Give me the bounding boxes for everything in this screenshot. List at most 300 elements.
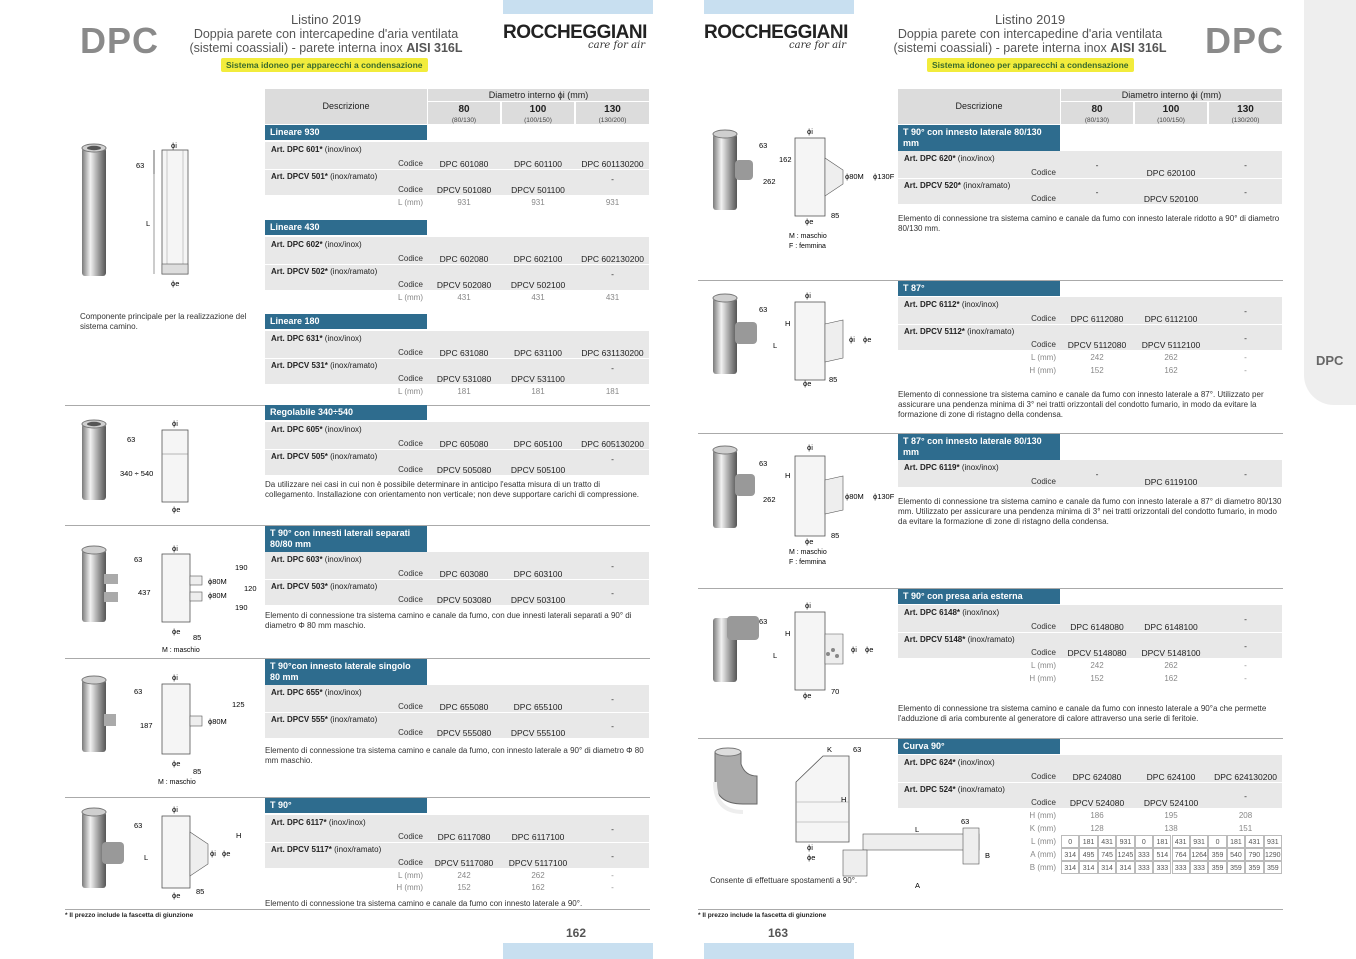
tee-air-intake-illustration (703, 598, 898, 702)
desc-header: Descrizione (265, 89, 427, 124)
code-cell: DPC 605130200 (581, 439, 644, 449)
tee-90-illustration (70, 802, 260, 902)
brand-logo: ROCCHEGGIANI (704, 22, 848, 43)
code-cell: DPCV 501080 (436, 185, 492, 195)
femmina-note: F : femmina (789, 243, 826, 250)
codice-label: Codice (1031, 314, 1056, 323)
col-80: 80 (80/130) (1061, 102, 1133, 124)
dim-phi-i: ϕi (210, 849, 216, 858)
length-cell: 931 (605, 198, 620, 207)
codice-label: Codice (398, 439, 423, 448)
length-cell: 242 (457, 871, 471, 880)
lmm-label: L (mm) (397, 198, 423, 207)
hmm-label: H (mm) (1029, 674, 1056, 683)
dim-63: 63 (853, 745, 862, 754)
dim-85: 85 (831, 211, 840, 220)
dim-phi-e: ϕe (803, 379, 812, 388)
section-title: Lineare 930 (265, 125, 427, 140)
grid-cell: 790 (1245, 848, 1263, 861)
code-cell: DPCV 503100 (510, 595, 566, 605)
section-code: DPC (80, 20, 160, 61)
dim-phi-i: ϕi (851, 645, 857, 654)
codice-label: Codice (398, 595, 423, 604)
grid-cell: 431 (1172, 835, 1190, 848)
article-label: Art. DPC 655* (inox/inox) (271, 688, 362, 697)
dim-85: 85 (193, 767, 202, 776)
length-cell: 431 (457, 293, 471, 302)
grid-cell: 495 (1079, 848, 1097, 861)
code-cell: DPC 603100 (513, 569, 563, 579)
article-label: Art. DPCV 501* (inox/ramato) (271, 172, 378, 181)
dim-phi-e: ϕe (172, 891, 181, 900)
codice-label: Codice (1031, 168, 1056, 177)
codice-label: Codice (1031, 798, 1056, 807)
length-cell: 931 (531, 198, 545, 207)
code-cell: - (1244, 614, 1247, 624)
article-label: Art. DPCV 5117* (inox/ramato) (271, 845, 382, 854)
code-cell: DPC 602100 (513, 254, 563, 264)
code-cell: DPC 602130200 (581, 254, 644, 264)
codice-label: Codice (1031, 648, 1056, 657)
grid-cell: 314 (1098, 861, 1116, 874)
code-cell: DPCV 5148080 (1067, 648, 1127, 658)
dim-B: B (985, 851, 991, 860)
article-label: Art. DPCV 503* (inox/ramato) (271, 582, 378, 591)
section-title: T 90° con presa aria esterna (898, 589, 1060, 604)
footnote: * Il prezzo include la fascetta di giunzione (698, 912, 827, 919)
dim-phi-i: ϕi (807, 843, 813, 852)
code-cell: DPCV 531080 (436, 374, 492, 384)
grid-cell: 333 (1190, 861, 1208, 874)
dim-phi-e: ϕe (865, 645, 874, 654)
grid-cell: 314 (1116, 861, 1134, 874)
adjustable-illustration (70, 414, 260, 514)
grid-cell: 181 (1227, 835, 1245, 848)
code-cell: - (611, 269, 614, 279)
grid-cell: 333 (1172, 861, 1190, 874)
grid-cell: 540 (1227, 848, 1245, 861)
product-description: Componente principale per la realizzazione del sistema camino. (80, 312, 247, 331)
maschio-note: M : maschio (158, 779, 196, 786)
code-cell: - (1244, 306, 1247, 316)
bmm-label: B (mm) (1029, 863, 1056, 872)
code-cell: DPCV 531100 (511, 374, 565, 384)
dim-63: 63 (127, 435, 136, 444)
dim-phi-e: ϕe (171, 279, 180, 288)
section-title: Curva 90° (898, 739, 1060, 754)
dim-phi-e: ϕe (803, 691, 812, 700)
col-80: 80 (80/130) (428, 102, 500, 124)
brand-tagline: care for air (789, 40, 847, 51)
codice-label: Codice (398, 858, 423, 867)
article-label: Art. DPCV 5148* (inox/ramato) (904, 635, 1015, 644)
dim-phi-e: ϕe (172, 759, 181, 768)
code-cell: - (611, 174, 614, 184)
grid-cell: 931 (1264, 835, 1282, 848)
page-number: 162 (566, 926, 587, 940)
dim-phi-i: ϕi (805, 291, 811, 300)
subtitle-2: (sistemi coassiali) - parete interna inox AISI 316L (893, 41, 1167, 55)
length-cell: 431 (605, 293, 620, 302)
lmm-label: L (mm) (1030, 837, 1056, 846)
codice-label: Codice (1031, 772, 1056, 781)
dim-phi-e: ϕe (172, 505, 181, 514)
code-cell: DPC 602080 (439, 254, 489, 264)
dim-A: A (915, 881, 921, 890)
k-cell: 138 (1164, 824, 1178, 833)
code-cell: DPCV 5112100 (1141, 340, 1201, 350)
dim-K: K (827, 745, 833, 754)
article-label: Art. DPC 605* (inox/inox) (271, 425, 362, 434)
code-cell: DPCV 524100 (1143, 798, 1199, 808)
code-cell: DPCV 505080 (436, 465, 492, 475)
dim-340: 340 ÷ 540 (120, 469, 154, 478)
section-title: Regolabile 340÷540 (265, 405, 427, 420)
tee-reduced-illustration (703, 124, 898, 254)
lmm-label: L (mm) (1030, 353, 1056, 362)
dim-L: L (915, 825, 920, 834)
code-cell: DPC 624100 (1146, 772, 1196, 782)
code-cell: DPC 6117100 (511, 832, 565, 842)
code-cell: DPC 655100 (513, 702, 563, 712)
grid-cell: 0 (1208, 835, 1226, 848)
codice-label: Codice (1031, 622, 1056, 631)
code-cell: - (1244, 641, 1247, 651)
code-cell: DPC 605100 (513, 439, 563, 449)
k-cell: 128 (1090, 824, 1104, 833)
grid-cell: 359 (1208, 861, 1226, 874)
code-cell: DPCV 555080 (436, 728, 492, 738)
dim-phi80: ϕ80M (845, 492, 864, 501)
grid-cell: 0 (1061, 835, 1079, 848)
amm-label: A (mm) (1030, 850, 1056, 859)
code-cell: - (611, 694, 614, 704)
side-tab-label: DPC (1316, 353, 1344, 368)
code-cell: DPC 603080 (439, 569, 489, 579)
code-cell: - (611, 454, 614, 464)
footnote: * Il prezzo include la fascetta di giunzione (65, 912, 194, 919)
length-cell: - (1244, 353, 1247, 362)
dim-phi-e: ϕe (172, 627, 181, 636)
article-label: Art. DPC 620* (inox/inox) (904, 154, 995, 163)
product-description: Elemento di connessione tra sistema camino e canale da fumo con innesto laterale a 87°. Utilizzato per assicurare una pendenza minima di 3° nei tratti orizzontali del condotto fumario, in modo da evitare la formazione di zone di ristagno della condensa. (898, 390, 1264, 419)
grid-cell: 181 (1079, 835, 1097, 848)
dim-85: 85 (193, 633, 202, 642)
height-cell: 186 (1090, 811, 1104, 820)
code-cell: DPC 631080 (439, 348, 489, 358)
article-label: Art. DPCV 505* (inox/ramato) (271, 452, 378, 461)
kmm-label: K (mm) (1029, 824, 1056, 833)
divider (698, 909, 1283, 910)
code-cell: DPC 601080 (439, 159, 489, 169)
article-label: Art. DPC 603* (inox/inox) (271, 555, 362, 564)
section-title: T 87° (898, 281, 1060, 296)
diameter-header: Diametro interno ϕi (mm) (1061, 89, 1282, 101)
length-cell: 181 (457, 387, 471, 396)
codice-label: Codice (398, 348, 423, 357)
dim-70: 70 (831, 687, 840, 696)
lmm-label: L (mm) (1030, 661, 1056, 670)
code-cell: DPC 601100 (513, 159, 563, 169)
dim-437: 437 (138, 588, 151, 597)
length-cell: 262 (531, 871, 545, 880)
code-cell: - (1244, 333, 1247, 343)
maschio-note: M : maschio (789, 233, 827, 240)
dim-H: H (785, 629, 791, 638)
code-cell: DPC 6117080 (437, 832, 491, 842)
dim-phi-i: ϕi (172, 805, 178, 814)
height-cell: 152 (457, 883, 471, 892)
product-description: Elemento di connessione tra sistema camino e canale da fumo con innesto laterale a 90°. (265, 899, 583, 908)
section-title: T 90° (265, 798, 427, 813)
grid-cell: 333 (1135, 848, 1153, 861)
code-cell: - (611, 588, 614, 598)
dim-190: 190 (235, 563, 248, 572)
length-cell: 181 (531, 387, 545, 396)
code-cell: DPCV 501100 (511, 185, 565, 195)
code-cell: - (611, 851, 614, 861)
col-130: 130 (130/200) (1209, 102, 1282, 124)
dim-L: L (144, 853, 149, 862)
code-cell: DPCV 5112080 (1067, 340, 1127, 350)
dim-187: 187 (140, 721, 153, 730)
code-cell: - (1095, 469, 1099, 479)
length-cell: 262 (1164, 661, 1178, 670)
code-cell: DPC 6119100 (1144, 477, 1198, 487)
dim-63: 63 (134, 821, 143, 830)
grid-cell: 333 (1135, 861, 1153, 874)
grid-cell: 314 (1061, 848, 1079, 861)
divider (65, 909, 650, 910)
article-label: Art. DPC 602* (inox/inox) (271, 240, 362, 249)
dim-H: H (785, 471, 791, 480)
grid-cell: 333 (1153, 861, 1171, 874)
page-number: 163 (768, 926, 789, 940)
col-100: 100 (100/150) (1135, 102, 1207, 124)
hmm-label: H (mm) (1029, 811, 1056, 820)
col-130: 130 (130/200) (576, 102, 649, 124)
hmm-label: H (mm) (396, 883, 423, 892)
article-label: Art. DPC 6148* (inox/inox) (904, 608, 1000, 617)
section-title: T 90°con innesto laterale singolo 80 mm (265, 659, 427, 685)
code-cell: - (611, 561, 614, 571)
dim-162: 162 (779, 155, 792, 164)
codice-label: Codice (1031, 340, 1056, 349)
maschio-note: M : maschio (789, 549, 827, 556)
grid-cell: 181 (1153, 835, 1171, 848)
grid-cell: 514 (1153, 848, 1171, 861)
top-color-bar (503, 0, 653, 14)
code-cell: DPC 624130200 (1214, 772, 1277, 782)
grid-cell: 431 (1245, 835, 1263, 848)
codice-label: Codice (398, 159, 423, 168)
dim-phi80: ϕ80M (208, 717, 227, 726)
side-tab (1304, 0, 1356, 405)
dim-phi-i: ϕi (805, 601, 811, 610)
grid-cell: 359 (1227, 861, 1245, 874)
height-cell: 152 (1090, 674, 1104, 683)
code-cell: - (1095, 160, 1099, 170)
elbow-illustration (703, 742, 993, 890)
subtitle-2: (sistemi coassiali) - parete interna inox AISI 316L (189, 41, 463, 55)
code-cell: DPCV 524080 (1069, 798, 1125, 808)
codice-label: Codice (398, 280, 423, 289)
dim-phi80: ϕ80M (208, 591, 227, 600)
dim-phi-e: ϕe (863, 335, 872, 344)
code-cell: DPC 605080 (439, 439, 489, 449)
dim-phi-i: ϕi (172, 544, 178, 553)
length-cell: 262 (1164, 353, 1178, 362)
code-cell: DPCV 503080 (436, 595, 492, 605)
dim-120: 120 (244, 584, 257, 593)
dim-phi-i: ϕi (172, 419, 178, 428)
dim-85: 85 (196, 887, 205, 896)
product-description: Elemento di connessione tra sistema camino e canale da fumo con innesto laterale a 90°a che permette l'adduzione di aria comburente al generatore di calore attraverso una serie di feritoie. (898, 704, 1267, 723)
bottom-color-bar (503, 943, 653, 959)
dim-125: 125 (232, 700, 245, 709)
dim-63: 63 (759, 141, 768, 150)
grid-cell: 314 (1061, 861, 1079, 874)
length-cell: 242 (1090, 661, 1104, 670)
dim-phi-e: ϕe (807, 853, 816, 862)
article-label: Art. DPC 601* (inox/inox) (271, 145, 362, 154)
height-cell: 195 (1164, 811, 1178, 820)
brand-tagline: care for air (588, 40, 646, 51)
dim-63: 63 (134, 687, 143, 696)
dim-phi80: ϕ80M (845, 172, 864, 181)
height-cell: - (1244, 674, 1247, 683)
code-cell: DPCV 520100 (1143, 194, 1199, 204)
page-right (678, 0, 1356, 959)
section-title: T 87° con innesto laterale 80/130 mm (898, 434, 1060, 460)
dim-63: 63 (134, 555, 143, 564)
subtitle-1: Doppia parete con intercapedine d'aria ventilata (193, 27, 459, 41)
k-cell: 151 (1238, 824, 1253, 833)
tee-single-illustration (70, 670, 260, 788)
maschio-note: M : maschio (162, 647, 200, 654)
product-description: Elemento di connessione tra sistema camino e canale da fumo, con innesto laterale a 90° di diametro Φ 80 mm maschio. (265, 746, 644, 765)
code-cell: DPC 6148100 (1144, 622, 1198, 632)
lmm-label: L (mm) (397, 293, 423, 302)
dim-63: 63 (136, 161, 145, 170)
product-description: Elemento di connessione tra sistema camino e canale da fumo, con due innesti laterali separati a 90° di diametro Φ 80 mm maschio. (265, 611, 632, 630)
grid-cell: 1264 (1190, 848, 1208, 861)
dim-phi-i: ϕi (807, 127, 813, 136)
dim-63: 63 (961, 817, 970, 826)
dim-phi130: ϕ130F (873, 492, 895, 501)
code-cell: DPCV 502100 (510, 280, 566, 290)
top-color-bar (704, 0, 854, 14)
article-label: Art. DPC 524* (inox/ramato) (904, 785, 1005, 794)
dim-phi130: ϕ130F (873, 172, 895, 181)
length-cell: 242 (1090, 353, 1104, 362)
height-cell: 162 (1164, 674, 1178, 683)
product-description: Da utilizzare nei casi in cui non è possibile determinare in anticipo l'esatta misura di un tratto di collegamento. Installazione con orientamento non verticale; non deve supportare carichi di compressione. (265, 480, 639, 499)
condensing-badge: Sistema idoneo per apparecchi a condensazione (927, 58, 1134, 72)
dim-262: 262 (763, 495, 776, 504)
section-title: T 90° con innesti laterali separati 80/80 mm (265, 526, 427, 552)
grid-cell: 1245 (1116, 848, 1134, 861)
grid-cell: 1290 (1264, 848, 1282, 861)
length-cell: - (611, 871, 614, 880)
code-cell: DPC 620100 (1146, 168, 1196, 178)
code-cell: DPC 631130200 (581, 348, 644, 358)
grid-cell: 931 (1190, 835, 1208, 848)
femmina-note: F : femmina (789, 559, 826, 566)
code-cell: DPCV 505100 (510, 465, 566, 475)
code-cell: - (1244, 160, 1247, 170)
code-cell: DPCV 5148100 (1141, 648, 1201, 658)
dim-H: H (841, 795, 847, 804)
listino-title: Listino 2019 (290, 12, 362, 27)
height-cell: 208 (1238, 811, 1253, 820)
code-cell: - (611, 363, 614, 373)
dim-phi-i: ϕi (172, 673, 178, 682)
codice-label: Codice (398, 465, 423, 474)
code-cell: DPCV 5117100 (508, 858, 568, 868)
grid-cell: 314 (1079, 861, 1097, 874)
grid-cell: 764 (1172, 848, 1190, 861)
dim-phi-i: ϕi (171, 141, 177, 150)
height-cell: - (611, 883, 614, 892)
dim-H: H (785, 319, 791, 328)
codice-label: Codice (1031, 477, 1056, 486)
code-cell: DPC 655080 (439, 702, 489, 712)
col-100: 100 (100/150) (502, 102, 574, 124)
codice-label: Codice (398, 254, 423, 263)
codice-label: Codice (398, 728, 423, 737)
dim-H: H (236, 831, 242, 840)
grid-cell: 359 (1264, 861, 1282, 874)
dim-63: 63 (759, 617, 768, 626)
height-cell: 152 (1090, 366, 1104, 375)
code-cell: DPC 6112100 (1144, 314, 1198, 324)
grid-cell: 359 (1245, 861, 1263, 874)
dim-phi-i: ϕi (807, 443, 813, 452)
curve-dimension-grid (1061, 835, 1282, 874)
condensing-badge: Sistema idoneo per apparecchi a condensazione (221, 58, 428, 72)
codice-label: Codice (398, 185, 423, 194)
dim-phi-e: ϕe (222, 849, 231, 858)
grid-cell: 359 (1208, 848, 1226, 861)
code-cell: DPC 6148080 (1070, 622, 1124, 632)
length-cell: 431 (531, 293, 545, 302)
code-cell: DPCV 5117080 (434, 858, 494, 868)
code-cell: - (1095, 187, 1099, 197)
code-cell: - (1244, 187, 1247, 197)
article-label: Art. DPCV 502* (inox/ramato) (271, 267, 378, 276)
article-label: Art. DPC 631* (inox/inox) (271, 334, 362, 343)
article-label: Art. DPCV 5112* (inox/ramato) (904, 327, 1015, 336)
article-label: Art. DPCV 531* (inox/ramato) (271, 361, 378, 370)
product-description: Consente di effettuare spostamenti a 90°. (710, 876, 858, 885)
height-cell: 162 (1164, 366, 1178, 375)
product-description: Elemento di connessione tra sistema camino e canale da fumo con innesto laterale ridotto a 90° di diametro 80/130 mm. (898, 214, 1280, 233)
dim-phi80: ϕ80M (208, 577, 227, 586)
section-code: DPC (1205, 20, 1285, 61)
codice-label: Codice (398, 702, 423, 711)
product-description: Elemento di connessione tra sistema camino e canale da fumo con innesto laterale a 87° di diametro 80/130 mm. Utilizzato per assicurare una pendenza minima di 3° nei tratti orizzontali del condotto fumario, in modo da evitare la formazione di zone di ristagno della condensa. (898, 497, 1282, 526)
tee-87-reduced-illustration (703, 440, 898, 570)
dim-63: 63 (759, 459, 768, 468)
section-title: T 90° con innesto laterale 80/130 mm (898, 125, 1060, 151)
article-label: Art. DPC 6119* (inox/inox) (904, 463, 999, 472)
article-label: Art. DPC 6117* (inox/inox) (271, 818, 366, 827)
codice-label: Codice (398, 832, 423, 841)
hmm-label: H (mm) (1029, 366, 1056, 375)
height-cell: - (1244, 366, 1247, 375)
dim-L: L (146, 219, 151, 228)
